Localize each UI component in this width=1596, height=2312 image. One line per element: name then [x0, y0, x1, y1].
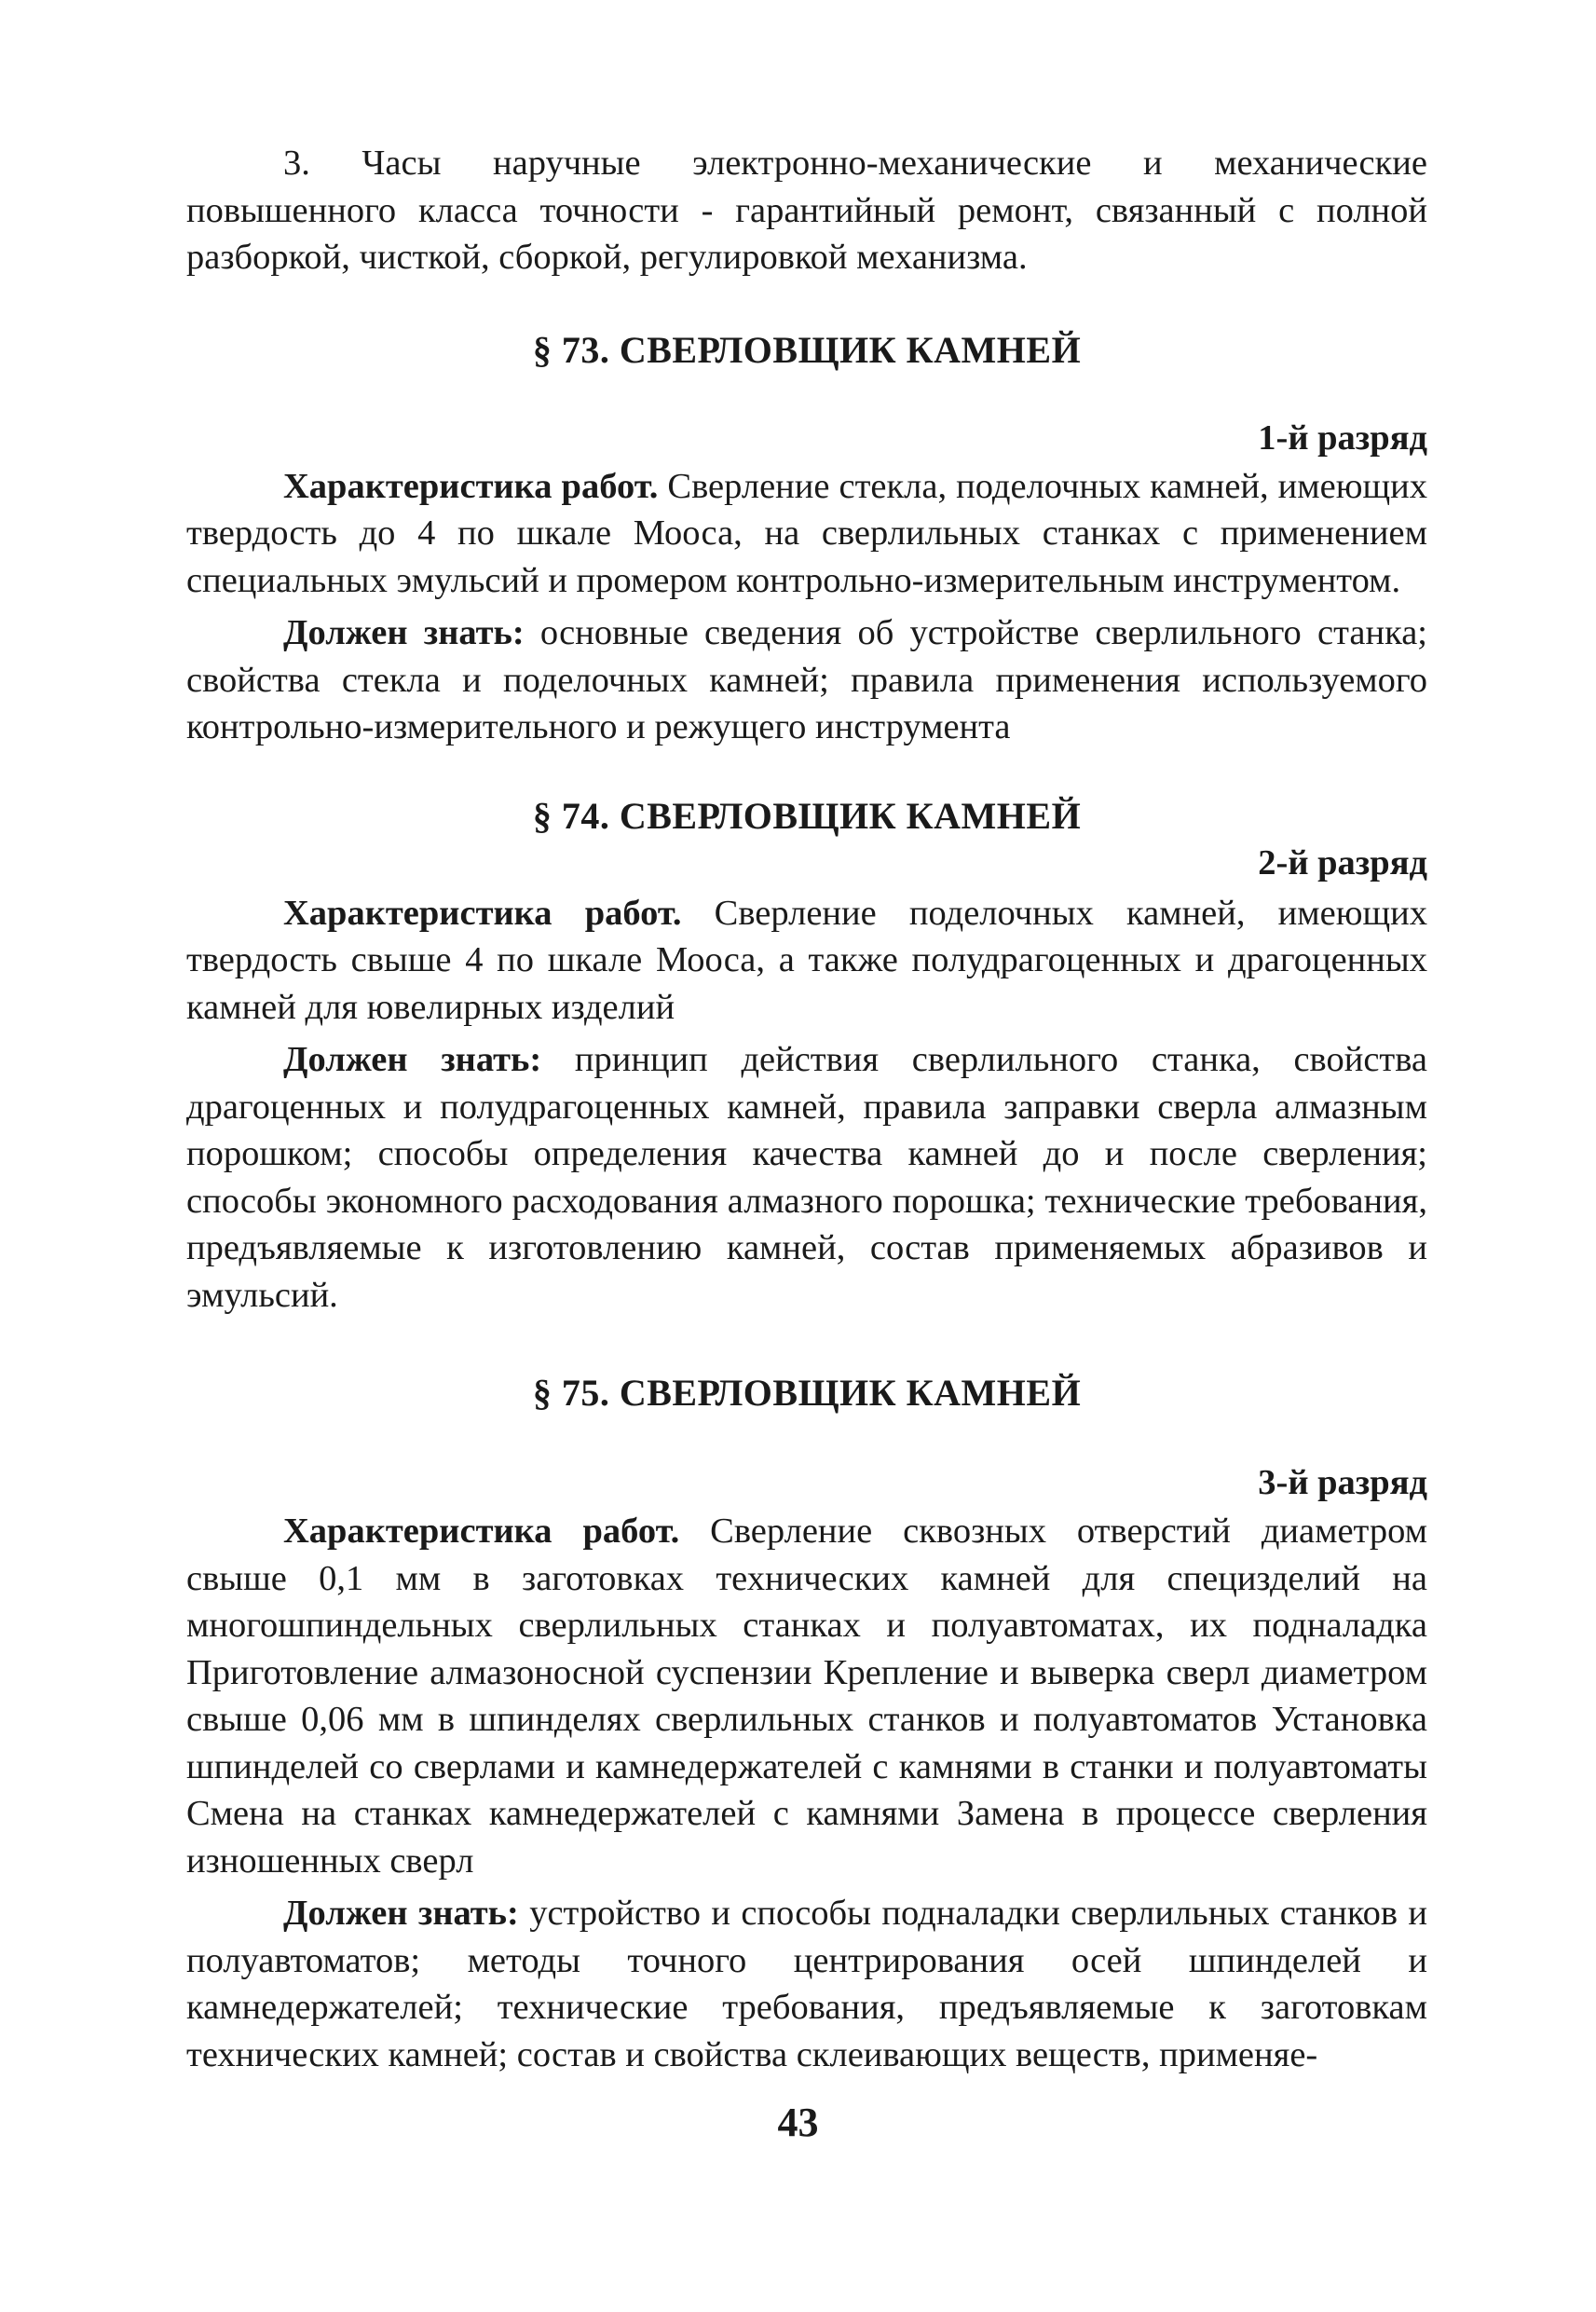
characteristics-text: Сверление сквозных отверстий диаметром свыше 0,1 мм в заготовках технических камней для специзделий на многошпиндельных сверлильных станках и полуавтоматах, их подналадка Приготовление алмазоносной суспензии Крепление и выверка сверл диаметром свыше 0,06 мм в шпинделях сверлильных станков и полуавтоматов Установка шпинделей со сверлами и камнедержателей с камнями в станки и полуавтоматы Смена на станках камнедержателей с камнями Замена в процессе сверления изношенных сверл	[186, 1512, 1427, 1881]
characteristics-text: Сверление поделочных камней, имеющих твердость свыше 4 по шкале Мооса, а также полудрагоценных и драгоценных камней для ювелирных изделий	[186, 893, 1427, 1027]
characteristics-label: Характеристика работ.	[283, 1512, 680, 1551]
section-75-title: § 75. СВЕРЛОВЩИК КАМНЕЙ	[532, 1372, 1082, 1414]
knowledge-label: Должен знать:	[283, 1894, 519, 1933]
section-74-title: § 74. СВЕРЛОВЩИК КАМНЕЙ	[532, 794, 1082, 837]
section-74-knowledge	[186, 1036, 1427, 1319]
intro-paragraph: 3. Часы наручные электронно-механические и механические повышенного класса точности - гарантийный ремонт, связанный с полной разборкой, чисткой, сборкой, регулировкой механизма.	[186, 144, 1427, 277]
characteristics-text: Сверление стекла, поделочных камней, имеющих твердость до 4 по шкале Мооса, на сверлильных станках с применением специальных эмульсий и промером контрольно-измерительным инструментом.	[186, 466, 1427, 600]
knowledge-text: принцип действия сверлильного станка, свойства драгоценных и полудрагоценных камней, правила заправки сверла алмазным порошком; способы определения качества камней до и после сверления; способы экономного расходования алмазного порошка; технические требования, предъявляемые к изготовлению камней, состав применяемых абразивов и эмульсий.	[186, 1040, 1428, 1315]
section-74-grade: 2-й разряд	[1258, 842, 1427, 882]
section-75-characteristics	[186, 1508, 1427, 1884]
section-74-characteristics	[186, 890, 1427, 1032]
section-73-knowledge	[186, 609, 1427, 751]
page-number: 43	[777, 2100, 819, 2145]
characteristics-label: Характеристика работ.	[283, 466, 659, 506]
knowledge-label: Должен знать:	[283, 1040, 542, 1079]
knowledge-text: устройство и способы подналадки сверлильных станков и полуавтоматов; методы точного центрирования осей шпинделей и камнедержателей; технические требования, предъявляемые к заготовкам технических камней; состав и свойства склеивающих веществ, применяе-	[186, 1894, 1427, 2074]
knowledge-label: Должен знать:	[283, 613, 525, 652]
section-75-knowledge	[186, 1890, 1427, 2078]
characteristics-label: Характеристика работ.	[283, 893, 682, 933]
section-73-grade: 1-й разряд	[1258, 417, 1427, 458]
section-75-grade: 3-й разряд	[1258, 1463, 1427, 1502]
document-page	[186, 140, 1427, 2078]
section-73-characteristics	[186, 463, 1427, 605]
section-73-title: § 73. СВЕРЛОВЩИК КАМНЕЙ	[532, 328, 1082, 371]
knowledge-text: основные сведения об устройстве сверлильного станка; свойства стекла и поделочных камней; правила применения используемого контрольно-измерительного и режущего инструмента	[186, 613, 1427, 746]
